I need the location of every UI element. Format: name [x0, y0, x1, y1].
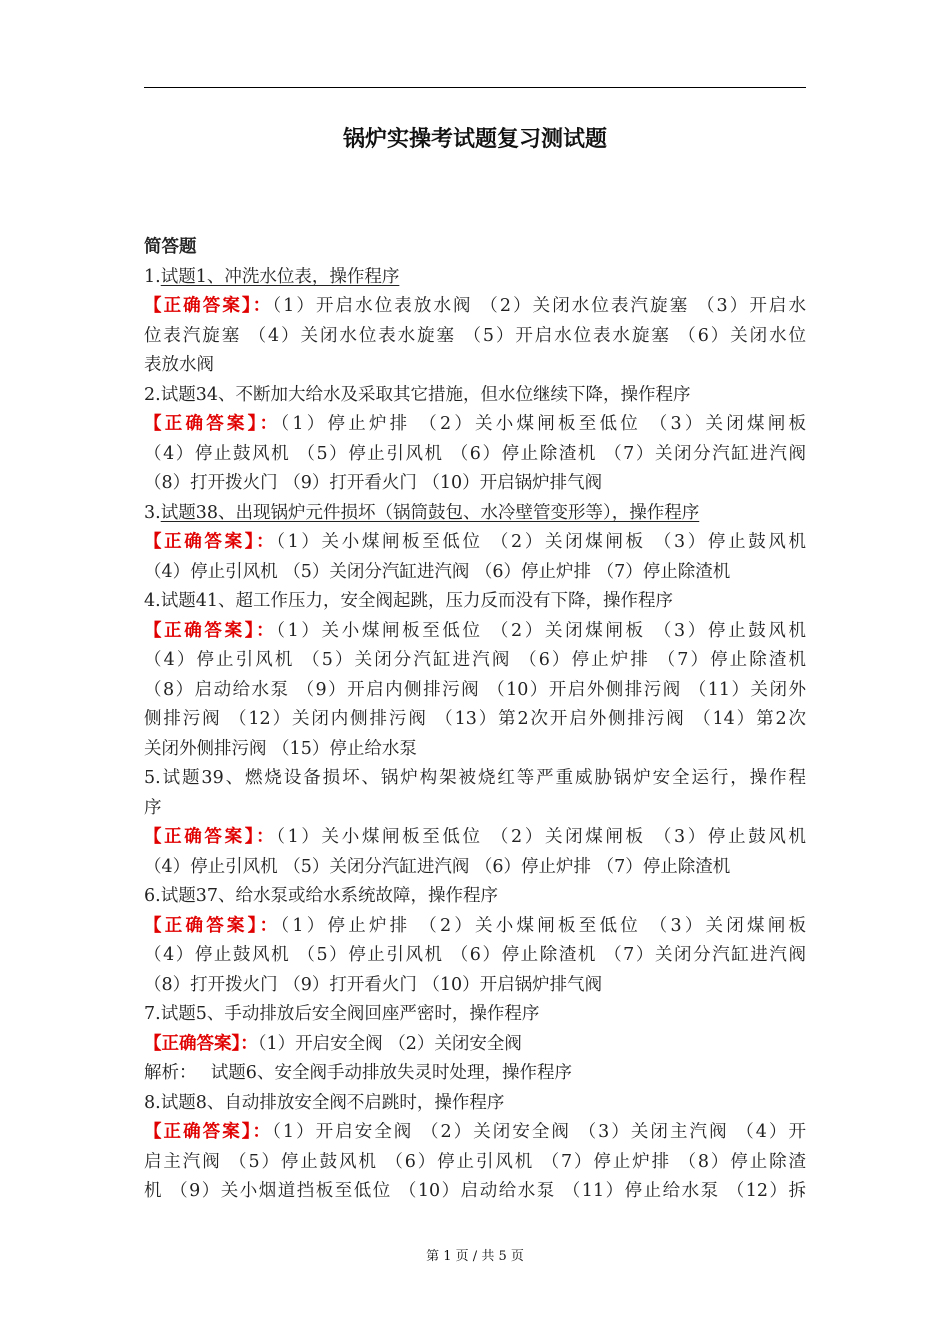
question-title-text: 试题1、冲洗水位表，操作程序	[160, 266, 400, 287]
answer-text: 关闭外侧排污阀 （15）停止给水泵	[144, 738, 417, 759]
question-title	[144, 587, 806, 617]
question-title-text: 试题5、手动排放后安全阀回座严密时，操作程序	[160, 1004, 540, 1024]
question-title	[144, 764, 806, 794]
question-title	[144, 1000, 806, 1030]
answer-line	[144, 351, 806, 381]
answer-line	[144, 410, 806, 440]
page-footer: 第 1 页 / 共 5 页	[426, 1249, 524, 1264]
question-title	[144, 381, 806, 411]
answer-text: （4）停止引风机 （5）关闭分汽缸进汽阀 （6）停止炉排 （7）停止除渣机	[144, 561, 731, 582]
question-number: 4.	[144, 591, 161, 611]
answer-text: （4）停止鼓风机 （5）停止引风机 （6）停止除渣机 （7）关闭分汽缸进汽阀	[144, 443, 806, 464]
header-rule	[144, 87, 806, 88]
answer-label: 【正确答案】：	[144, 620, 277, 641]
analysis-line: 解析： 试题6、安全阀手动排放失灵时处理，操作程序	[144, 1063, 572, 1083]
question-title	[144, 1089, 806, 1119]
answer-line	[144, 1148, 806, 1178]
question-title-text: 试题8、自动排放安全阀不启跳时，操作程序	[160, 1092, 505, 1113]
answer-line	[144, 1118, 806, 1148]
answer-text: （4）停止引风机 （5）关闭分汽缸进汽阀 （6）停止炉排 （7）停止除渣机	[144, 650, 806, 670]
answer-line	[144, 912, 806, 942]
document-title: 锅炉实操考试题复习测试题	[342, 126, 607, 152]
answer-text: （4）停止引风机 （5）关闭分汽缸进汽阀 （6）停止炉排 （7）停止除渣机	[144, 856, 731, 877]
question-number: 6.	[144, 886, 161, 906]
answer-line	[144, 469, 806, 499]
answer-text: （1）停止炉排 （2）关小煤闸板至低位 （3）关闭煤闸板	[280, 915, 806, 936]
answer-text: 表放水阀	[144, 355, 214, 375]
answer-label: 【正确答案】：	[144, 827, 277, 847]
answer-line	[144, 823, 806, 853]
question-number: 3.	[144, 502, 161, 523]
answer-text: （1）关小煤闸板至低位 （2）关闭煤闸板 （3）停止鼓风机	[276, 827, 806, 847]
answer-line	[144, 646, 806, 676]
question-title-text: 试题38、出现锅炉元件损坏（锅筒鼓包、水冷壁管变形等），操作程序	[160, 502, 700, 523]
answer-line	[144, 853, 806, 883]
answer-line	[144, 440, 806, 470]
answer-label: 【正确答案】：	[144, 1122, 273, 1142]
question-title	[144, 794, 806, 824]
answer-line	[144, 292, 806, 322]
answer-text: 侧排污阀 （12）关闭内侧排污阀 （13）第2次开启外侧排污阀 （14）第2次	[144, 709, 806, 729]
question-number: 2.	[144, 384, 161, 405]
answer-text: （1）开启安全阀 （2）关闭安全阀	[257, 1033, 522, 1054]
answer-line	[144, 1030, 806, 1060]
question-title	[144, 499, 806, 529]
answer-line	[144, 617, 806, 647]
answer-label: 【正确答案】：	[144, 296, 273, 316]
answer-text: （1）关小煤闸板至低位 （2）关闭煤闸板 （3）停止鼓风机	[276, 532, 806, 552]
question-number: 8.	[144, 1092, 161, 1113]
answer-line	[144, 558, 806, 588]
answer-text: （1）关小煤闸板至低位 （2）关闭煤闸板 （3）停止鼓风机	[276, 620, 806, 641]
question-number: 1.	[144, 266, 161, 287]
answer-text: 位表汽旋塞 （4）关闭水位表水旋塞 （5）开启水位表水旋塞 （6）关闭水位	[144, 325, 806, 346]
answer-line	[144, 528, 806, 558]
answer-text: （1）开启水位表放水阀 （2）关闭水位表汽旋塞 （3）开启水	[272, 296, 806, 316]
answer-line	[144, 705, 806, 735]
answer-text: （1）开启安全阀 （2）关闭安全阀 （3）关闭主汽阀 （4）开	[272, 1122, 806, 1142]
question-number: 7.	[144, 1004, 161, 1024]
answer-text: （4）停止鼓风机 （5）停止引风机 （6）停止除渣机 （7）关闭分汽缸进汽阀	[144, 945, 806, 965]
answer-line	[144, 735, 806, 765]
answer-text: （8）打开拨火门 （9）打开看火门 （10）开启锅炉排气阀	[144, 974, 603, 995]
section-heading: 简答题	[144, 237, 197, 257]
question-title	[144, 882, 806, 912]
answer-line	[144, 971, 806, 1001]
answer-line	[144, 1177, 806, 1207]
answer-label: 【正确答案】：	[144, 414, 281, 434]
question-title-text: 试题34、不断加大给水及采取其它措施，但水位继续下降，操作程序	[160, 384, 691, 405]
question-title-text: 试题41、超工作压力，安全阀起跳，压力反而没有下降，操作程序	[160, 591, 673, 611]
answer-text: （8）启动给水泵 （9）开启内侧排污阀 （10）开启外侧排污阀 （11）关闭外	[144, 679, 806, 700]
answer-label: 【正确答案】：	[144, 532, 277, 552]
question-title	[144, 263, 806, 293]
answer-line	[144, 676, 806, 706]
answer-label: 【正确答案】：	[144, 1033, 258, 1054]
answer-line	[144, 322, 806, 352]
question-number: 5.	[144, 768, 161, 788]
question-title-text: 序	[144, 797, 162, 818]
answer-text: （8）打开拨火门 （9）打开看火门 （10）开启锅炉排气阀	[144, 473, 603, 493]
answer-label: 【正确答案】：	[144, 915, 281, 936]
document-body	[144, 233, 806, 1207]
answer-line	[144, 941, 806, 971]
answer-text: 机 （9）关小烟道挡板至低位 （10）启动给水泵 （11）停止给水泵 （12）拆	[144, 1181, 806, 1201]
question-title-text: 试题39、燃烧设备损坏、锅炉构架被烧红等严重威胁锅炉安全运行，操作程	[160, 768, 806, 788]
answer-text: 启主汽阀 （5）停止鼓风机 （6）停止引风机 （7）停止炉排 （8）停止除渣	[144, 1151, 806, 1172]
answer-text: （1）停止炉排 （2）关小煤闸板至低位 （3）关闭煤闸板	[280, 414, 806, 434]
question-title-text: 试题37、给水泵或给水系统故障，操作程序	[160, 886, 498, 906]
